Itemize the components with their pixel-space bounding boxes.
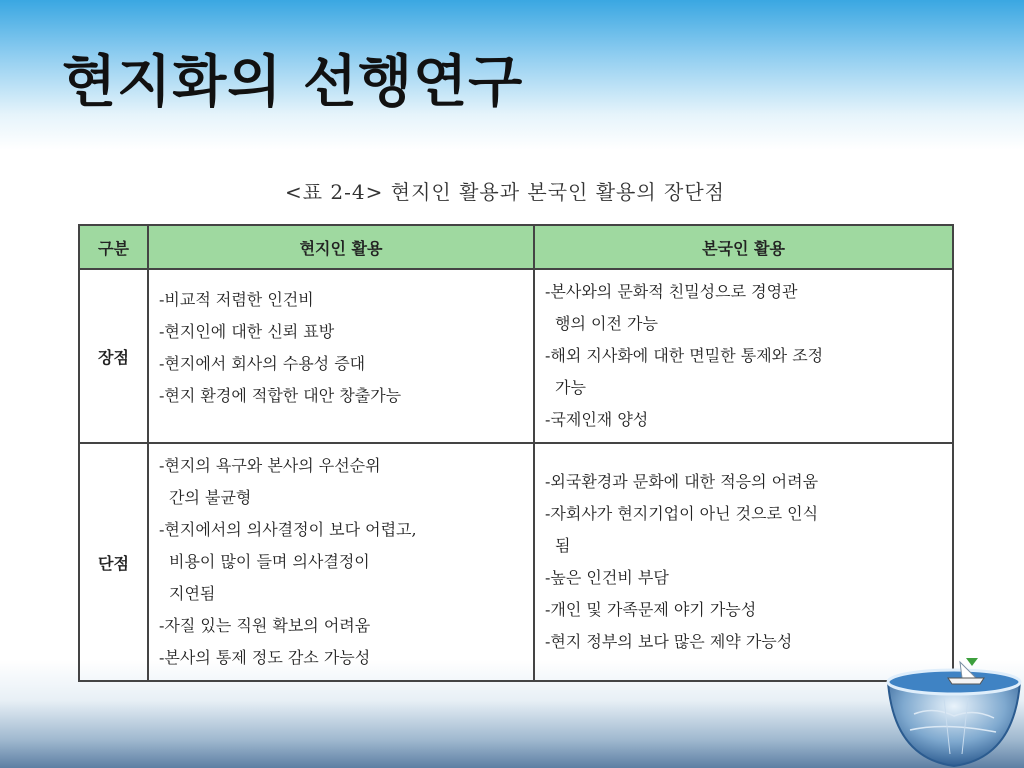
list-item: -비교적 저렴한 인건비: [159, 290, 314, 309]
comparison-table: [78, 224, 954, 682]
header-category: 구분: [79, 225, 148, 269]
list-item: 행의 이전 가능: [555, 314, 658, 333]
row-label-advantages: 장점: [79, 269, 148, 443]
list-item: 가능: [555, 378, 586, 397]
list-item: 비용이 많이 들며 의사결정이: [169, 552, 370, 571]
list-item: -현지 환경에 적합한 대안 창출가능: [159, 386, 402, 405]
list-item: 지연됨: [169, 584, 216, 603]
disadvantages-home-cell: [534, 443, 953, 681]
list-item: -자질 있는 직원 확보의 어려움: [159, 616, 371, 635]
table-caption: <표 2-4> 현지인 활용과 본국인 활용의 장단점: [285, 180, 725, 204]
list-item: -현지인에 대한 신뢰 표방: [159, 322, 335, 341]
list-item: -현지의 욕구와 본사의 우선순위: [159, 456, 381, 475]
list-item: -본사의 통제 정도 감소 가능성: [159, 648, 371, 667]
row-label-disadvantages: 단점: [79, 443, 148, 681]
list-item: 간의 불균형: [169, 488, 252, 507]
list-item: -높은 인건비 부담: [545, 568, 669, 587]
header-local-staff: 현지인 활용: [148, 225, 534, 269]
list-item: -해외 지사화에 대한 면밀한 통제와 조정: [545, 346, 824, 365]
slide-title: 현지화의 선행연구: [62, 50, 524, 115]
globe-ship-icon: [884, 658, 1024, 768]
table-row: [79, 269, 953, 443]
list-item: -자회사가 현지기업이 아닌 것으로 인식: [545, 504, 819, 523]
disadvantages-local-cell: [148, 443, 534, 681]
list-item: 됨: [555, 536, 571, 555]
header-home-staff: 본국인 활용: [534, 225, 953, 269]
list-item: -개인 및 가족문제 야기 가능성: [545, 600, 757, 619]
list-item: -현지에서의 의사결정이 보다 어렵고,: [159, 520, 417, 539]
advantages-home-cell: [534, 269, 953, 443]
list-item: -국제인재 양성: [545, 410, 649, 429]
table-row: [79, 443, 953, 681]
list-item: -외국환경과 문화에 대한 적응의 어려움: [545, 472, 819, 491]
table-header-row: [79, 225, 953, 269]
advantages-local-cell: [148, 269, 534, 443]
list-item: -현지에서 회사의 수용성 증대: [159, 354, 366, 373]
list-item: -현지 정부의 보다 많은 제약 가능성: [545, 632, 793, 651]
list-item: -본사와의 문화적 친밀성으로 경영관: [545, 282, 798, 301]
